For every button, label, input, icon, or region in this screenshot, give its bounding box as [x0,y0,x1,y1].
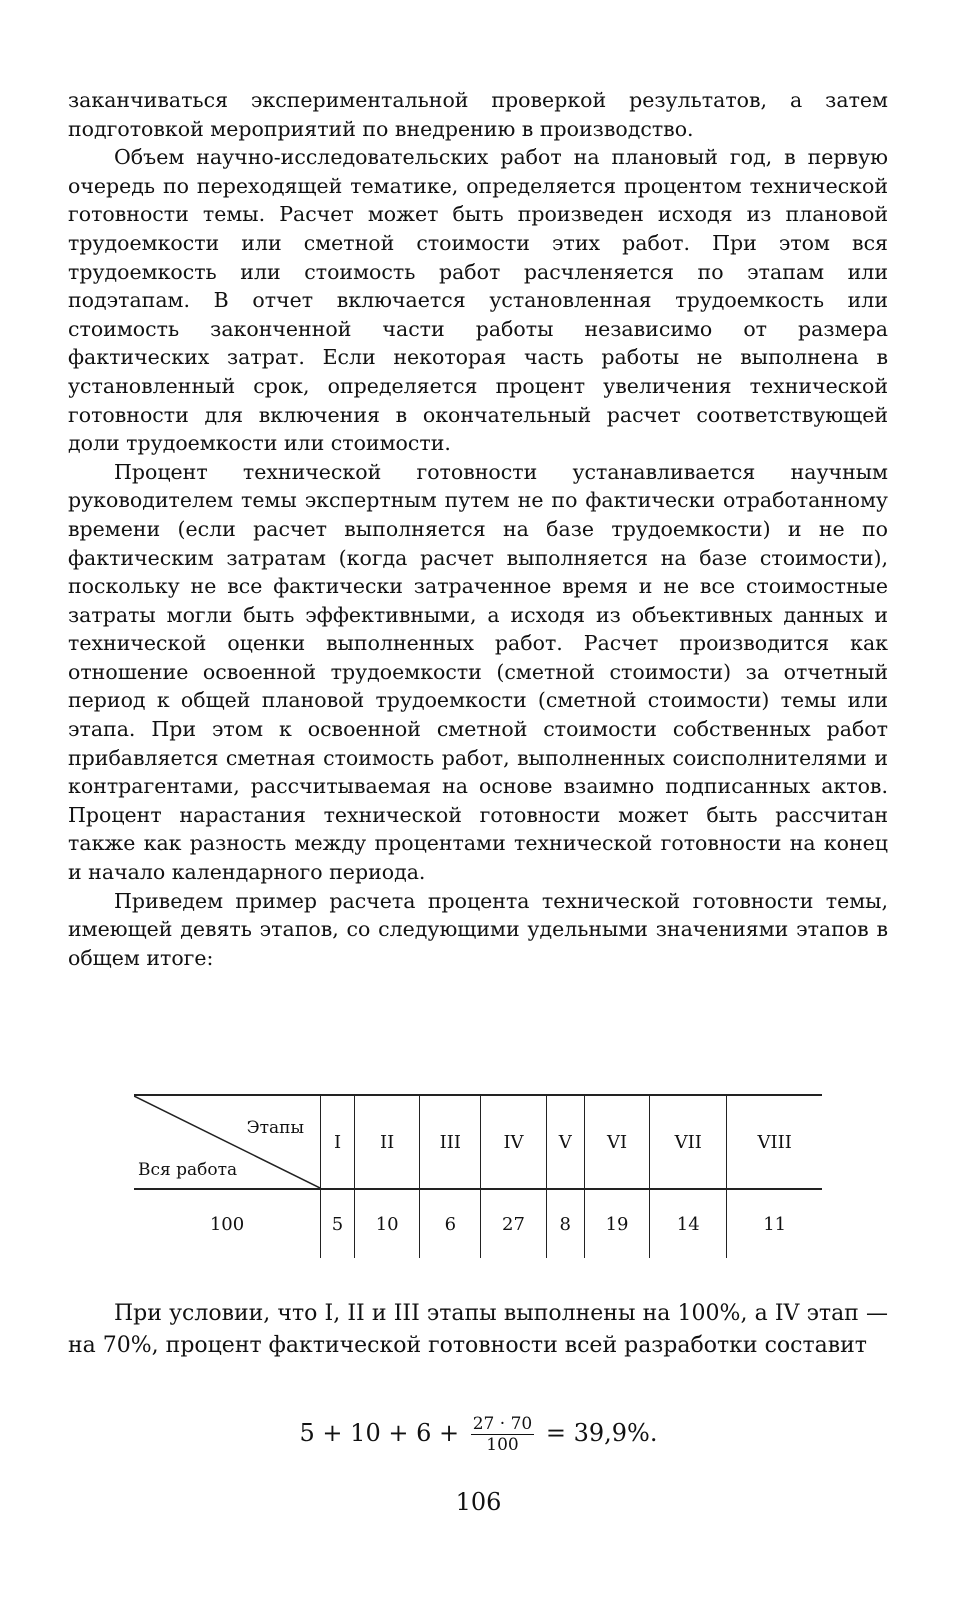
header-stage-5: V [546,1095,584,1189]
header-stage-1: I [321,1095,355,1189]
body-text [68,86,888,972]
formula-denominator: 100 [486,1435,519,1455]
table-header-row [134,1095,822,1189]
paragraph-2: Объем научно-исследовательских работ на плановый год, в первую очередь по переходящей тематике, определяется процентом технической готовности темы. Расчет может быть произведен исходя из плановой трудоемкости или сметной стоимости этих работ. При этом вся трудоемкость или стоимость работ расчленяется по этапам или подэтапам. В отчет включается установленная трудоемкость или стоимость законченной части работы независимо от размера фактических затрат. Если некоторая часть работы не выполнена в установленный срок, определяется процент увеличения технической готовности для включения в окончательный расчет соответствующей доли трудоемкости или стоимости. [68,145,888,456]
paragraph-4: Приведем пример расчета процента технической готовности темы, имеющей девять этапов, со следующими удельными значениями этапов в общем итоге: [68,888,888,970]
formula-lead: 5 + 10 + 6 + [299,1419,460,1447]
total-cell: 100 [209,1213,245,1235]
header-stage-4: IV [481,1095,546,1189]
value-stage-8: 11 [727,1189,822,1258]
table-corner-cell [134,1095,321,1189]
value-stage-7: 14 [650,1189,727,1258]
value-stage-4: 27 [481,1189,546,1258]
stages-table [134,1094,822,1258]
value-stage-6: 19 [584,1189,649,1258]
value-stage-1: 5 [321,1189,355,1258]
corner-label-stages: Этапы [246,1118,304,1138]
value-stage-5: 8 [546,1189,584,1258]
header-stage-8: VIII [727,1095,822,1189]
formula-fraction [471,1414,534,1455]
header-stage-3: III [420,1095,481,1189]
paragraph-1: заканчиваться экспериментальной проверкой результатов, а затем подготовкой мероприятий по внедрению в производство. [68,88,888,141]
value-stage-3: 6 [420,1189,481,1258]
paragraph-5: При условии, что I, II и III этапы выполнены на 100%, а IV этап — на 70%, процент фактической готовности всей разработки составит [68,1301,888,1358]
header-stage-7: VII [650,1095,727,1189]
header-stage-6: VI [584,1095,649,1189]
table-row [134,1189,822,1258]
corner-label-total: Вся работа [138,1160,238,1180]
formula [0,1414,957,1455]
formula-numerator: 27 · 70 [472,1414,533,1434]
value-stage-2: 10 [355,1189,420,1258]
conclusion-text [68,1298,888,1362]
header-stage-2: II [355,1095,420,1189]
formula-result: = 39,9%. [545,1419,658,1447]
paragraph-3: Процент технической готовности устанавливается научным руководителем темы экспертным путем не по фактически отработанному времени (если расчет выполняется на базе трудоемкости) и не по фактическим затратам (когда расчет выполняется на базе стоимости), поскольку не все фактически затраченное время и не все стоимостные затраты могли быть эффективными, а исходя из объективных данных и технической оценки выполненных работ. Расчет производится как отношение освоенной трудоемкости (сметной стоимости) за отчетный период к общей плановой трудоемкости (сметной стоимости) темы или этапа. При этом к освоенной сметной стоимости собственных работ прибавляется сметная стоимость работ, выполненных соисполнителями и контрагентами, рассчитываемая на основе взаимно подписанных актов. Процент нарастания технической готовности может быть рассчитан также как разность между процентами технической готовности на конец и начало календарного периода. [68,459,888,885]
page-number: 106 [455,1488,502,1516]
